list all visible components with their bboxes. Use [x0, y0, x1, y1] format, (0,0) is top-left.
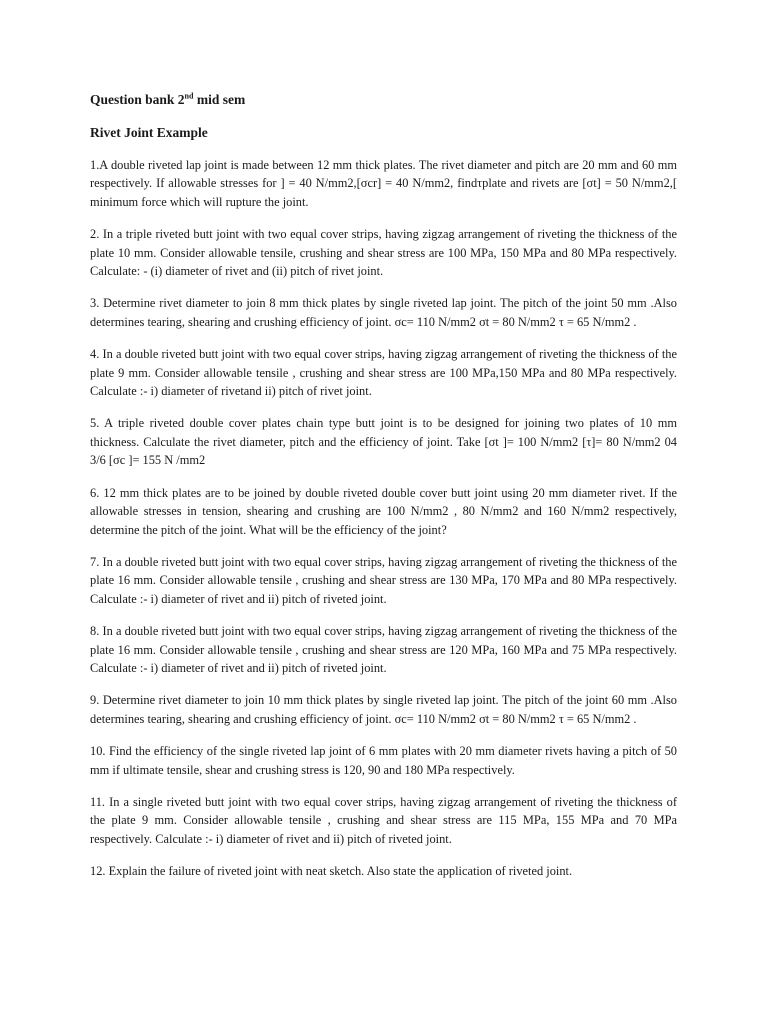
question-6: 6. 12 mm thick plates are to be joined by double riveted double cover butt joint using 20 mm diameter rivet. If the allowable stresses in tension, shearing and crushing are 100 N/mm2 , 80 N/mm2 and 160 N/mm2 respectively, determine the pitch of the joint. What will be the efficiency of the joint? [90, 485, 677, 537]
question-4: 4. In a double riveted butt joint with two equal cover strips, having zigzag arrangement of riveting the thickness of the plate 9 mm. Consider allowable tensile , crushing and shear stress are 100 MPa,150 MPa and 80 MPa respectively. Calculate :- i) diameter of rivetand ii) pitch of rivet joint. [90, 347, 677, 399]
title-superscript: nd [184, 91, 194, 101]
question-1: 1.A double riveted lap joint is made between 12 mm thick plates. The rivet diameter and pitch are 20 mm and 60 mm respectively. If allowable stresses for ] = 40 N/mm2,[σcr] = 40 N/mm2, findτplate and rivets are [σt] = 50 N/mm2,[ minimum force which will rupture the joint. [90, 158, 677, 209]
question-12: 12. Explain the failure of riveted joint with neat sketch. Also state the application of riveted joint. [90, 864, 573, 879]
question-11: 11. In a single riveted butt joint with two equal cover strips, having zigzag arrangement of riveting the thickness of the plate 9 mm. Consider allowable tensile , crushing and shear stress are 115 MPa, 155 MPa and 70 MPa respectively. Calculate :- i) diameter of rivet and ii) pitch of riveted joint. [90, 794, 677, 846]
document-title [90, 91, 677, 109]
question-8: 8. In a double riveted butt joint with two equal cover strips, having zigzag arrangement of riveting the thickness of the plate 16 mm. Consider allowable tensile , crushing and shear stress are 120 MPa, 160 MPa and 75 MPa respectively. Calculate :- i) diameter of rivet and ii) pitch of riveted joint. [90, 624, 677, 675]
question-9: 9. Determine rivet diameter to join 10 mm thick plates by single riveted lap joint. The pitch of the joint 60 mm .Also determines tearing, shearing and crushing efficiency of joint. σc= 110 N/mm2 σt = 80 N/mm2 τ = 65 N/mm2 . [90, 693, 677, 726]
question-2: 2. In a triple riveted butt joint with two equal cover strips, having zigzag arrangement of riveting the thickness of the plate 10 mm. Consider allowable tensile, crushing and shear stress are 100 MPa, 150 MPa and 80 MPa respectively. Calculate: - (i) diameter of rivet and (ii) pitch of rivet joint. [90, 227, 677, 279]
document-content [90, 91, 677, 895]
question-5: 5. A triple riveted double cover plates chain type butt joint is to be designed for joining two plates of 10 mm thickness. Calculate the rivet diameter, pitch and the efficiency of joint. Take [σt ]= 100 N/mm2 [τ]= 80 N/mm2 04 3/6 [σc ]= 155 N /mm2 [90, 416, 677, 468]
question-3: 3. Determine rivet diameter to join 8 mm thick plates by single riveted lap joint. The pitch of the joint 50 mm .Also determines tearing, shearing and crushing efficiency of joint. σc= 110 N/mm2 σt = 80 N/mm2 τ = 65 N/mm2 . [90, 296, 677, 329]
section-heading: Rivet Joint Example [90, 125, 208, 140]
question-10: 10. Find the efficiency of the single riveted lap joint of 6 mm plates with 20 mm diameter rivets having a pitch of 50 mm if ultimate tensile, shear and crushing stress is 120, 90 and 180 MPa respectively. [90, 744, 677, 777]
title-main: Question bank 2 [90, 92, 185, 107]
title-suffix: mid sem [193, 92, 246, 107]
question-7: 7. In a double riveted butt joint with two equal cover strips, having zigzag arrangement of riveting the thickness of the plate 16 mm. Consider allowable tensile , crushing and shear stress are 130 MPa, 170 MPa and 80 MPa respectively. Calculate :- i) diameter of rivet and ii) pitch of riveted joint. [90, 554, 677, 606]
